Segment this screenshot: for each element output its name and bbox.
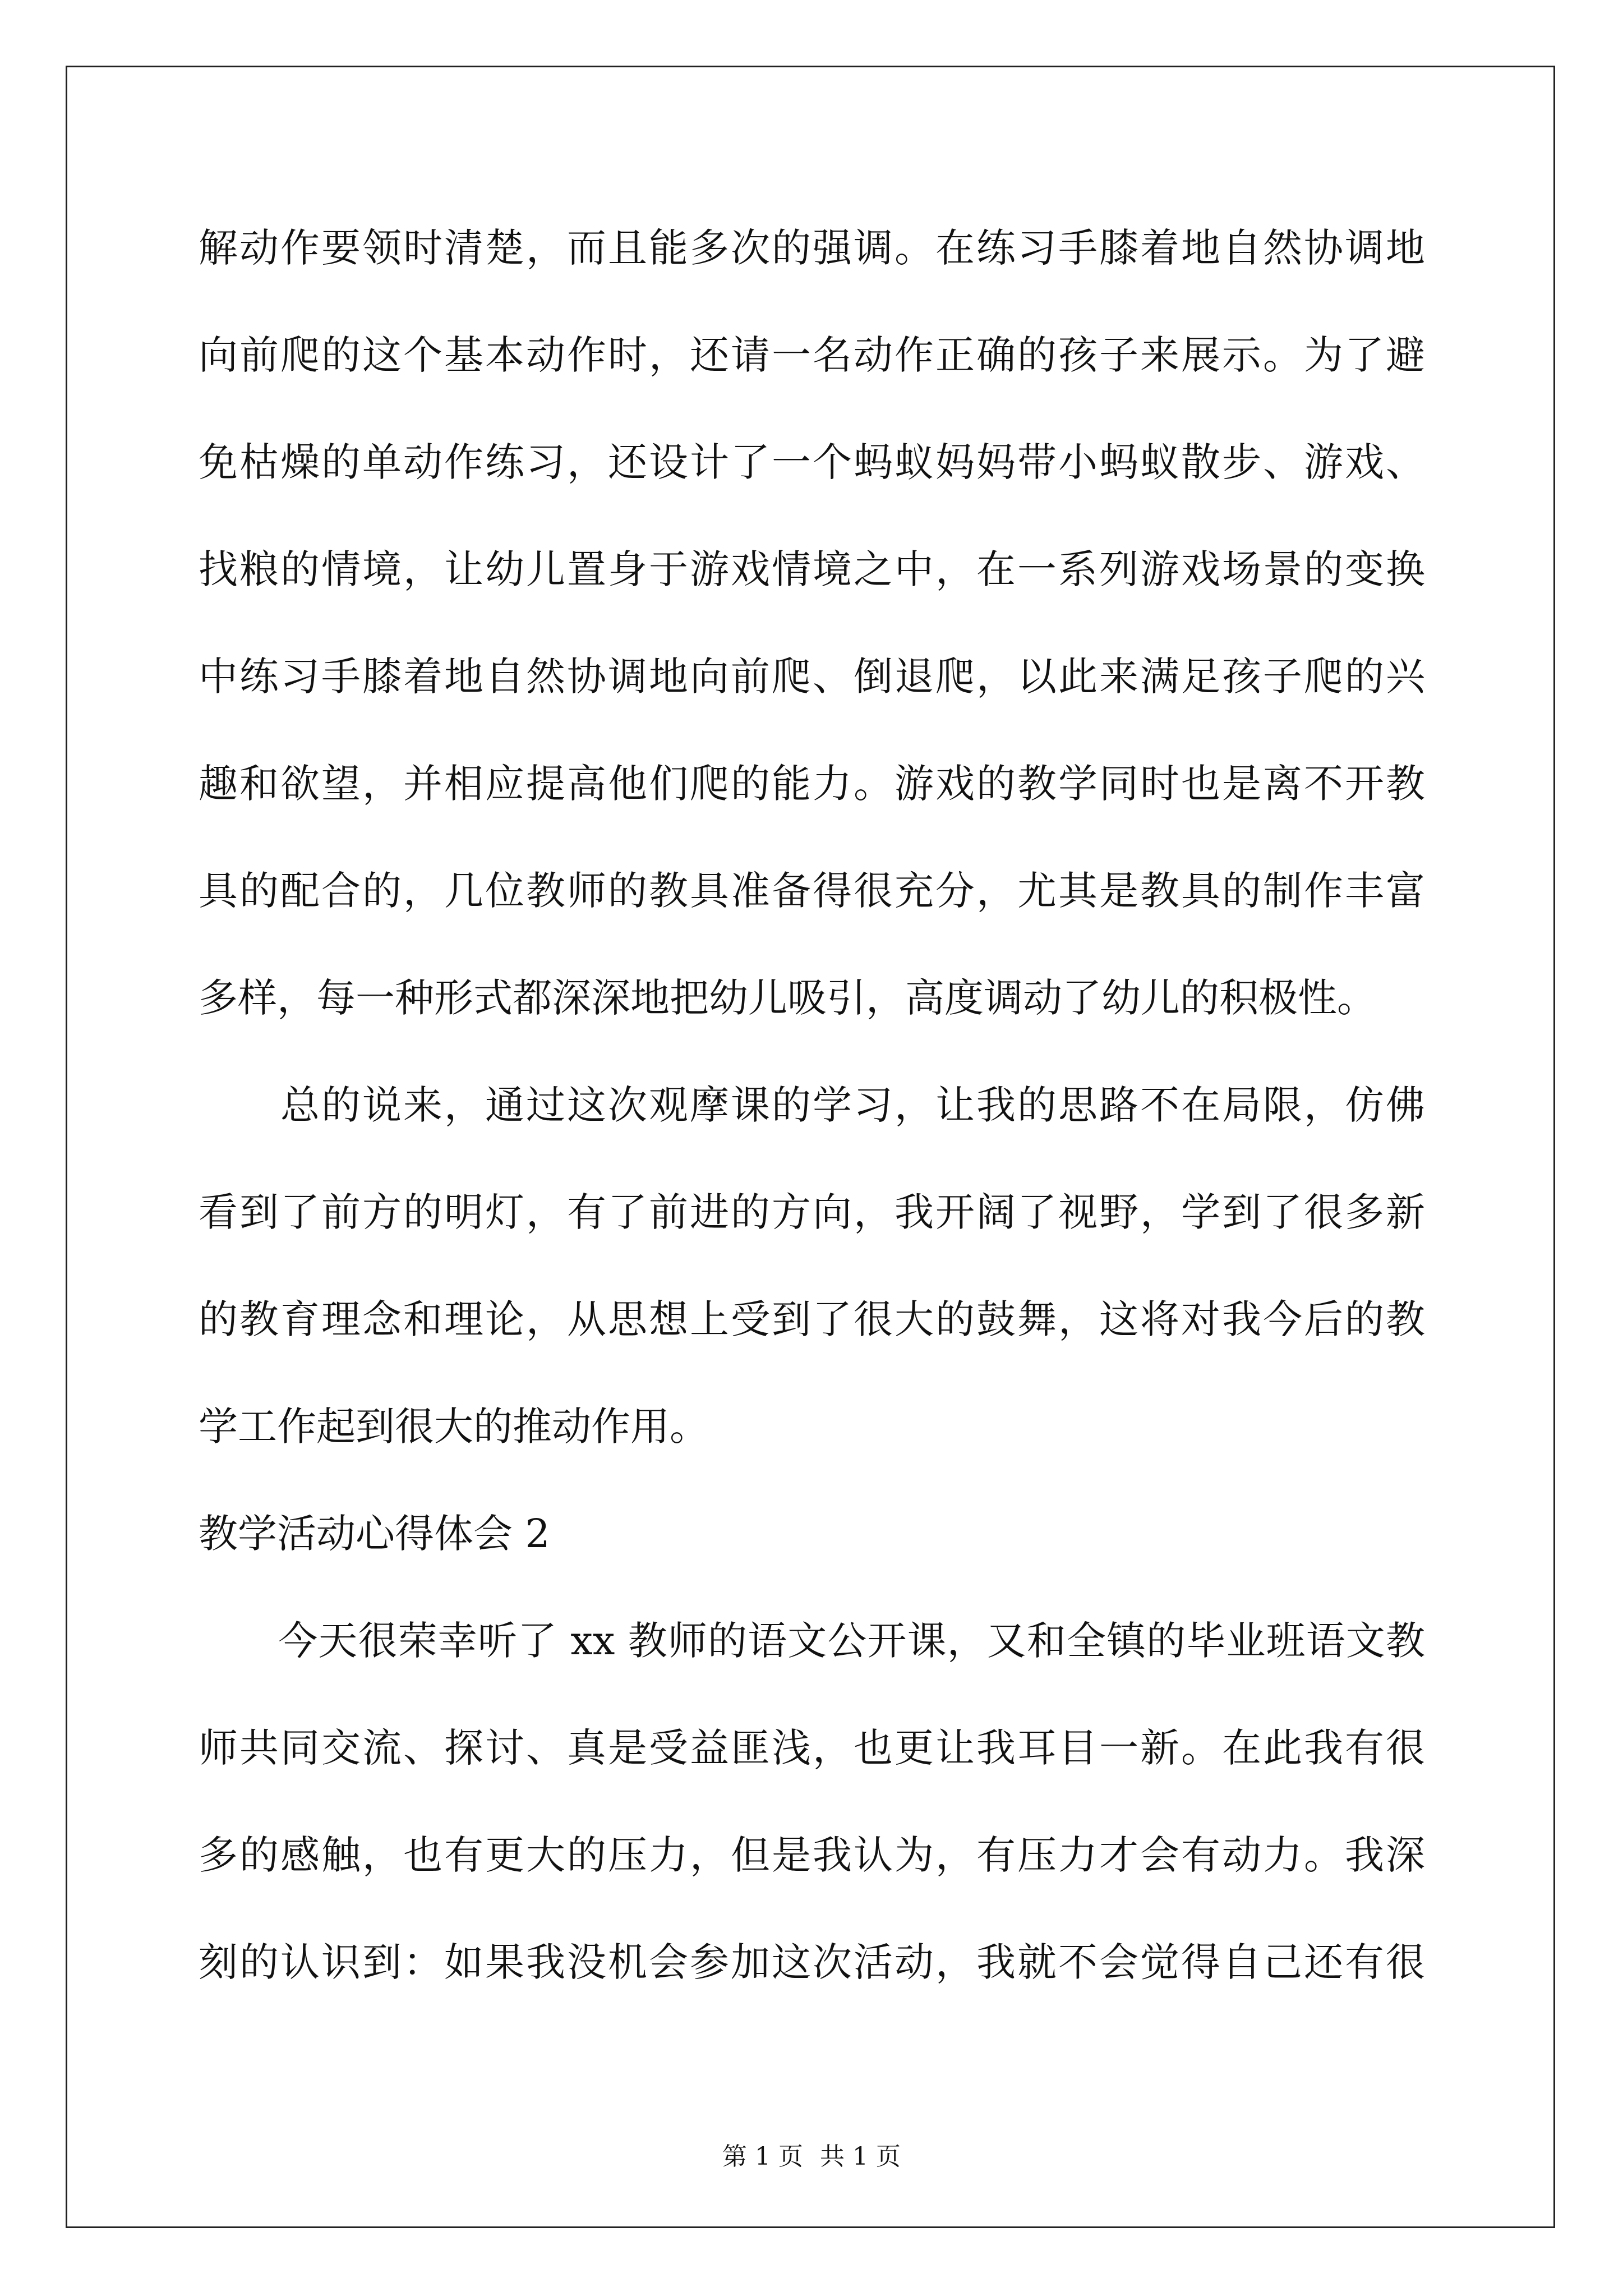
text-line: 中练习手膝着地自然协调地向前爬、倒退爬，以此来满足孩子爬的兴: [199, 654, 1425, 700]
text-line: 具的配合的，几位教师的教具准备得很充分，尤其是教具的制作丰富: [199, 868, 1425, 914]
document-body: [199, 209, 1425, 2030]
page-number: 第 1 页: [722, 2142, 803, 2171]
text-line: 师共同交流、探讨、真是受益匪浅，也更让我耳目一新。在此我有很: [199, 1725, 1425, 1771]
text-line: 的教育理念和理论，从思想上受到了很大的鼓舞，这将对我今后的教: [199, 1296, 1425, 1342]
text-line: 趣和欲望，并相应提高他们爬的能力。游戏的教学同时也是离不开教: [199, 761, 1425, 807]
text-line: 多样，每一种形式都深深地把幼儿吸引，高度调动了幼儿的积极性。: [199, 975, 1376, 1021]
text-line: 解动作要领时清楚，而且能多次的强调。在练习手膝着地自然协调地: [199, 225, 1425, 271]
page-total: 共 1 页: [820, 2142, 901, 2171]
text-line: 今天很荣幸听了 xx 教师的语文公开课，又和全镇的毕业班语文教: [199, 1618, 1425, 1664]
text-line: 多的感触，也有更大的压力，但是我认为，有压力才会有动力。我深: [199, 1832, 1425, 1878]
text-line: 学工作起到很大的推动作用。: [199, 1404, 709, 1450]
text-line: 总的说来，通过这次观摩课的学习，让我的思路不在局限，仿佛: [199, 1082, 1425, 1128]
section-heading: 教学活动心得体会 2: [199, 1511, 550, 1557]
page-footer: [0, 2140, 1623, 2174]
text-line: 向前爬的这个基本动作时，还请一名动作正确的孩子来展示。为了避: [199, 332, 1425, 378]
text-line: 免枯燥的单动作练习，还设计了一个蚂蚁妈妈带小蚂蚁散步、游戏、: [199, 439, 1425, 485]
text-line: 找粮的情境，让幼儿置身于游戏情境之中，在一系列游戏场景的变换: [199, 546, 1425, 592]
text-line: 看到了前方的明灯，有了前进的方向，我开阔了视野，学到了很多新: [199, 1189, 1425, 1235]
text-line: 刻的认识到：如果我没机会参加这次活动，我就不会觉得自己还有很: [199, 1939, 1425, 1985]
